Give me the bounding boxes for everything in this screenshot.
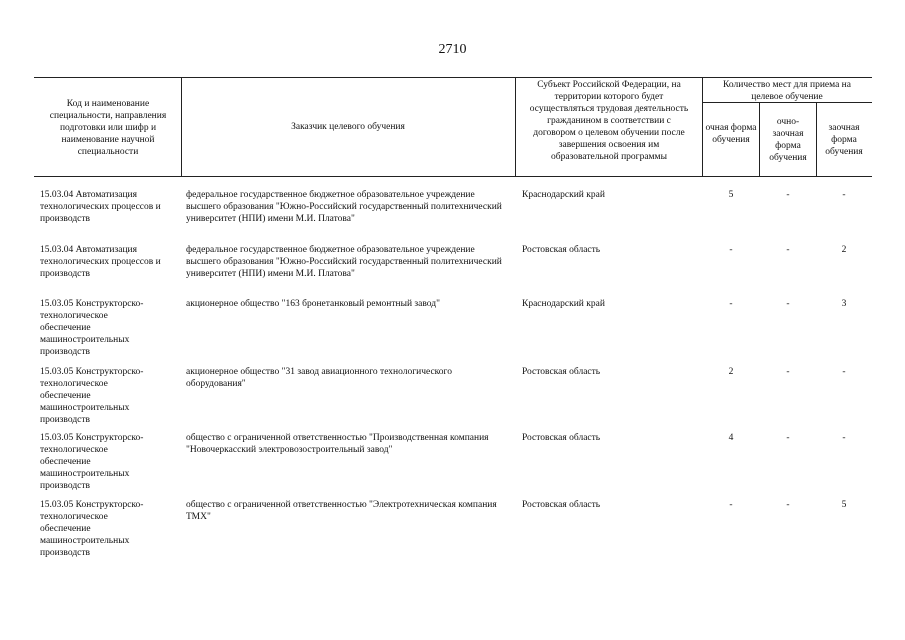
row-3-region: Краснодарский край	[522, 299, 605, 309]
header-customer: Заказчик целевого обучения	[291, 122, 405, 132]
row-6-customer: общество с ограниченной ответственностью "Электротехническая компания ТМХ"	[186, 500, 497, 522]
row-1-region: Краснодарский край	[522, 190, 605, 200]
row-6-region: Ростовская область	[522, 500, 601, 510]
row-4-code: 15.03.05 Конструкторско-технологическое обеспечение машиностроительных производств	[40, 367, 144, 425]
row-5-region: Ростовская область	[522, 433, 601, 443]
row-3-parttime: 3	[841, 299, 847, 309]
col-divider-4	[759, 102, 760, 176]
row-1-fulltime: 5	[728, 190, 734, 200]
row-4-customer: акционерное общество "31 завод авиационного технологического оборудования"	[186, 367, 452, 389]
row-6-fulltime: -	[729, 500, 733, 510]
header-fulltime: очная форма обучения	[705, 123, 757, 145]
col-divider-2	[515, 77, 516, 176]
row-4-region: Ростовская область	[522, 367, 601, 377]
row-1-parttime: -	[842, 190, 846, 200]
header-code: Код и наименование специальности, направления подготовки или шифр и наименование научной специальности	[49, 99, 167, 157]
page-number: 2710	[438, 42, 467, 57]
row-2-code: 15.03.04 Автоматизация технологических процессов и производств	[40, 245, 161, 279]
row-3-code: 15.03.05 Конструкторско-технологическое обеспечение машиностроительных производств	[40, 299, 144, 357]
header-places: Количество мест для приема на целевое обучение	[723, 80, 851, 102]
row-1-customer: федеральное государственное бюджетное образовательное учреждение высшего образования "Южно-Российский государственный политехнический университет (НПИ) имени М.И. Платова"	[186, 190, 502, 224]
row-5-mixed: -	[786, 433, 790, 443]
row-3-fulltime: -	[729, 299, 733, 309]
row-4-parttime: -	[842, 367, 846, 377]
row-3-mixed: -	[786, 299, 790, 309]
row-2-fulltime: -	[729, 245, 733, 255]
row-3-customer: акционерное общество "163 бронетанковый ремонтный завод"	[186, 299, 440, 309]
row-1-mixed: -	[786, 190, 790, 200]
header-parttime: заочная форма обучения	[825, 123, 863, 157]
row-2-customer: федеральное государственное бюджетное образовательное учреждение высшего образования "Южно-Российский государственный политехнический университет (НПИ) имени М.И. Платова"	[186, 245, 502, 279]
row-5-code: 15.03.05 Конструкторско-технологическое обеспечение машиностроительных производств	[40, 433, 144, 491]
row-2-parttime: 2	[841, 245, 847, 255]
row-5-parttime: -	[842, 433, 846, 443]
col-divider-5	[816, 102, 817, 176]
header-mixed: очно-заочная форма обучения	[769, 117, 807, 163]
col-divider-1	[181, 77, 182, 176]
row-5-fulltime: 4	[728, 433, 734, 443]
row-6-mixed: -	[786, 500, 790, 510]
col-divider-3	[702, 77, 703, 176]
row-6-parttime: 5	[841, 500, 847, 510]
row-4-mixed: -	[786, 367, 790, 377]
row-5-customer: общество с ограниченной ответственностью "Производственная компания "Новочеркасский электровозостроительный завод"	[186, 433, 489, 455]
row-2-region: Ростовская область	[522, 245, 601, 255]
header-region: Субъект Российской Федерации, на территории которого будет осуществляться трудовая деятельность гражданином в соответствии с договором о целевом обучении после завершения освоения им образовательной программы	[529, 80, 689, 162]
row-2-mixed: -	[786, 245, 790, 255]
header-bottom-border	[34, 176, 872, 177]
row-1-code: 15.03.04 Автоматизация технологических процессов и производств	[40, 190, 161, 224]
row-4-fulltime: 2	[728, 367, 734, 377]
row-6-code: 15.03.05 Конструкторско-технологическое обеспечение машиностроительных производств	[40, 500, 144, 558]
